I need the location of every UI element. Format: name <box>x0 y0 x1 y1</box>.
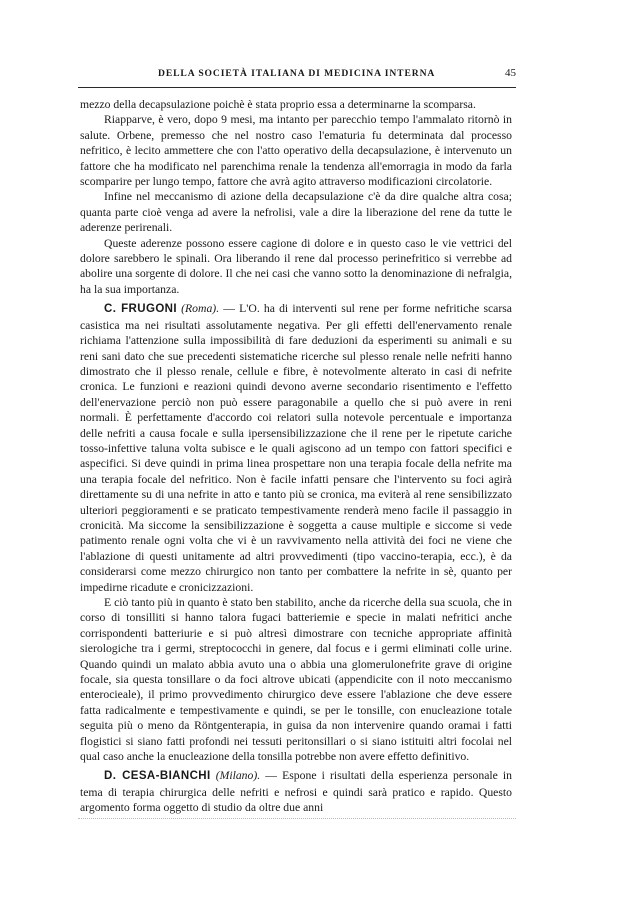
paragraph: E ciò tanto più in quanto è stato ben stabilito, anche da ricerche della sua scuola, che in corso di tonsilliti si hanno talora fugaci batteriemie e specie in malati nefritici anche corrispondenti batteriurie e si può altresì dimostrare con tecniche appropriate affinità sierologiche tra i germi, streptococchi in genere, dal focus e i germi eliminati colle urine. Quando quindi un malato abbia avuto una o abbia una glomerulonefrite grave di origine focale, sia questa tonsillare o da foci altrove ubicati (appendicite con il noto meccanismo enterocieale), il primo provvedimento chirurgico deve essere l'ablazione che deve essere fatta radicalmente e tempestivamente e quindi, se per le tonsille, con enucleazione totale seguita più o meno da Röntgenterapia, in guisa da non intervenire quando oramai i fatti flogistici si siano fatti profondi nei tessuti peritonsillari o si siano istituiti altri focolai nel qual caso anche la enucleazione della tonsilla potrebbe non avere effetto definitivo. <box>80 596 512 764</box>
speaker-text: — L'O. ha di interventi sul rene per forme nefritiche scarsa casistica ma nei risultati assolutamente negativa. Per gli effetti dell'enervamento renale richiama l'attenzione sulla impossibilità di fare deduzioni da esperimenti su animali e su reni sani dato che sue precedenti sistematiche ricerche sul plesso renale nelle nefriti hanno dimostrato che il plesso renale, cellule e fibre, è notevolmente alterato in casi di nefrite cronica. Le funzioni e reazioni quindi devono averne secondario risentimento e l'effetto dell'enervazione perciò non può essere paragonabile a quello che si può avere in reni normali. È perfettamente d'accordo coi relatori sulla notevole percentuale e importanza delle nefriti a causa focale e sulla ipersensibilizzazione che il rene per le ripetute cariche tosso-infettive taluna volta subisce e le quali agiscono ad un tempo con fattori specifici e aspecifici. Si deve quindi in prima linea prospettare non una terapia focale della nefrite ma una terapia focale del nefritico. Non è facile infatti pensare che l'intervento su foci agirà direttamente su di una nefrite in atto e tanto più se cronica, ma eviterà al rene sensibilizzato ulteriori peggioramenti e se praticato tempestivamente renderà meno facile il passaggio in cronicità. Ma siccome la sensibilizzazione è soggetta a cause multiple e siccome si vede patimento renale ogni volta che vi è un ravvivamento nella attività dei foci ne viene che l'ablazione di questi unitamente ad altri provvedimenti (tipo vaccino-terapia, ecc.), è da considerarsi come mezzo chirurgico non tanto per combattere la nefrite in sè, quanto per impedirne ricadute e cronicizzazioni. <box>80 302 512 594</box>
article-body <box>80 97 512 816</box>
speaker-text: — Espone i risultati della esperienza personale in tema di terapia chirurgica delle nefriti e nefrosi e quindi sarà pratico e rapido. Questo argomento forma oggetto di studio da oltre due anni <box>80 769 513 815</box>
header-rule <box>78 87 516 88</box>
paragraph: Queste aderenze possono essere cagione di dolore e in questo caso le vie vettrici del dolore sarebbero le spinali. Ora liberando il rene dal processo perinefritico si verrebbe ad abolire una sorgente di dolore. Il che nei casi che vanno sotto la denominazione di nefralgia, ha la sua importanza. <box>80 236 512 296</box>
speaker-name: D. CESA-BIANCHI <box>104 770 211 783</box>
speaker-city: (Roma). <box>181 302 220 316</box>
speaker-name: C. FRUGONI <box>104 303 177 316</box>
bottom-divider <box>78 818 516 819</box>
page-header <box>78 68 516 84</box>
paragraph: Riapparve, è vero, dopo 9 mesi, ma intanto per parecchio tempo l'ammalato ritornò in salute. Orbene, premesso che nel nostro caso l'ematuria fu determinata dal processo nefritico, è lecito ammettere che con l'atto operativo della decapsulazione, è intervenuto un fattore che ha modificato nel parenchima renale la tendenza all'emorragia in modo da farla scomparire per lungo tempo, fattore che avrà agito attraverso modificazioni circolatorie. <box>80 113 512 189</box>
paragraph: mezzo della decapsulazione poichè è stata proprio essa a determinarne la scomparsa. <box>80 98 476 111</box>
speaker-city: (Milano). <box>215 769 261 783</box>
paragraph: Infine nel meccanismo di azione della decapsulazione c'è da dire qualche altra cosa; quanta parte cioè venga ad avere la nefrolisi, vale a dire la liberazione del rene da tutte le aderenze perirenali. <box>80 190 512 235</box>
page-number: 45 <box>505 67 516 79</box>
running-head: DELLA SOCIETÀ ITALIANA DI MEDICINA INTERNA <box>158 68 436 79</box>
speaker-paragraph <box>80 768 512 815</box>
speaker-paragraph <box>80 301 512 595</box>
